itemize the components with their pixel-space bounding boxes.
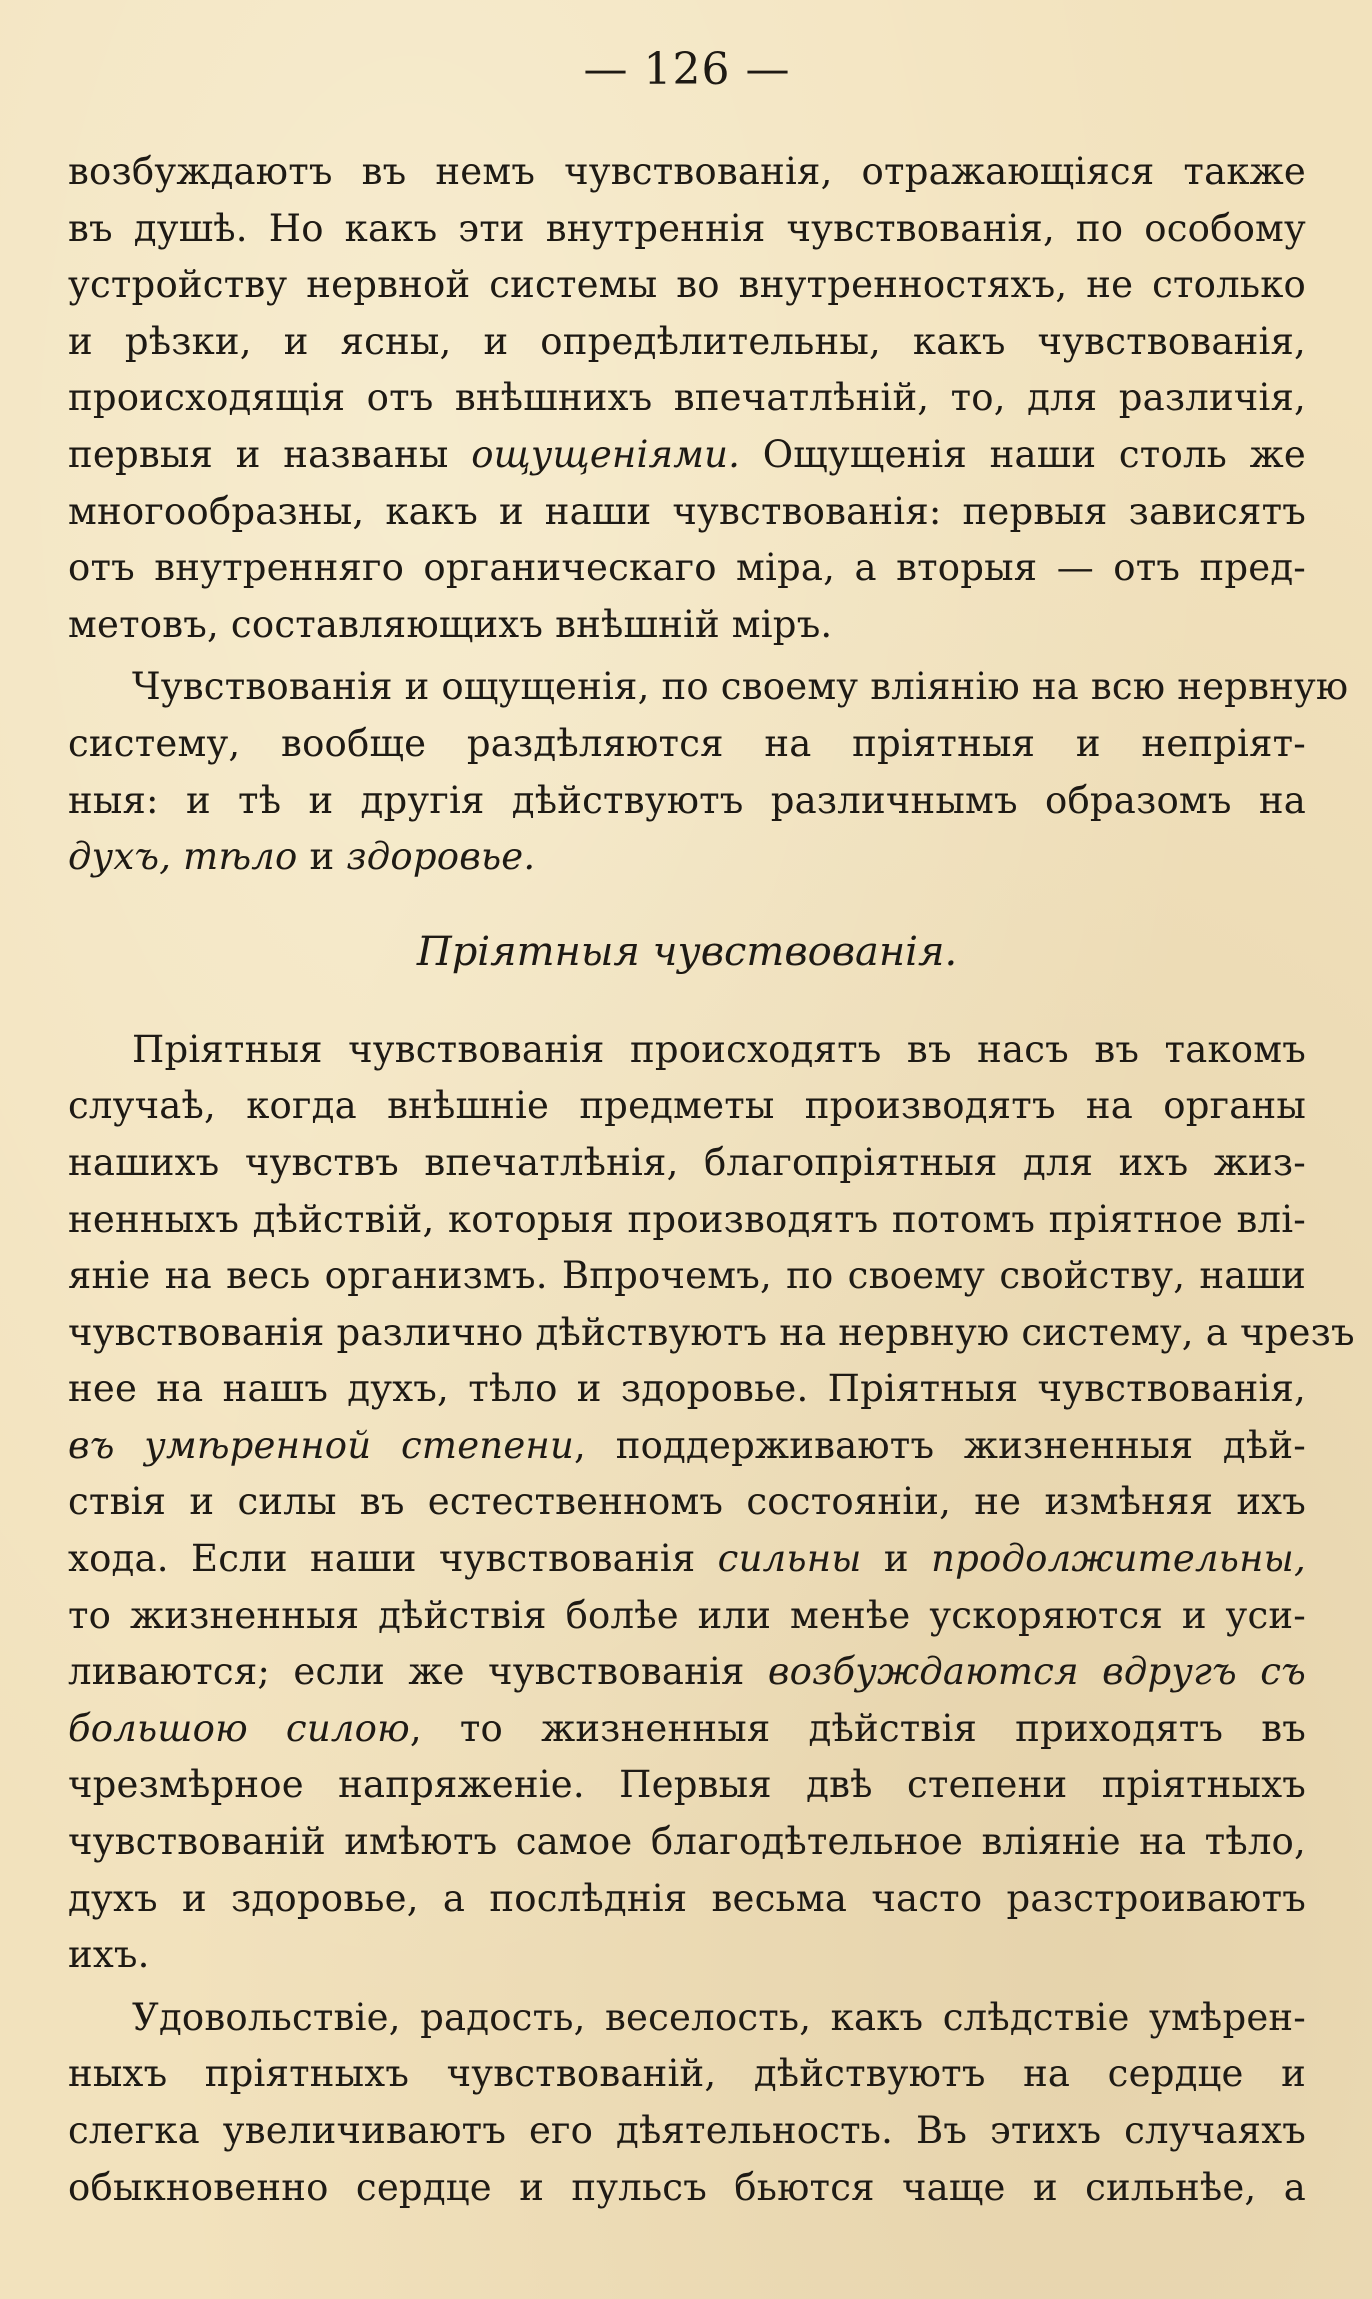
text-line: ныхъ пріятныхъ чувствованій, дѣйствуютъ на сердце и: [68, 2052, 1306, 2096]
text-line: отъ внутренняго органическаго міра, а вторыя — отъ пред-: [68, 546, 1306, 590]
text-line: происходящія отъ внѣшнихъ впечатлѣній, то, для различія,: [68, 376, 1306, 420]
italic-term: въ умѣренной степени: [68, 1423, 575, 1467]
paragraph-2: [68, 659, 1349, 885]
text-line: Удовольствіе, радость, веселость, какъ слѣдствіе умѣрен-: [132, 1995, 1306, 2039]
paragraph-1: [68, 144, 1306, 653]
italic-term: продолжительны,: [931, 1537, 1306, 1581]
text-run: Ощущенія наши столь же: [740, 432, 1306, 476]
text-line: то жизненныя дѣйствія болѣе или менѣе ускоряются и уси-: [68, 1593, 1306, 1637]
text-run: первыя и названы: [68, 432, 472, 476]
text-run: и: [297, 835, 347, 879]
text-line: яніе на весь организмъ. Впрочемъ, по своему свойству, наши: [68, 1254, 1306, 1298]
italic-term: здоровье.: [346, 835, 536, 879]
text-line: [68, 829, 1306, 886]
italic-term: духъ,: [68, 835, 172, 879]
text-line: [68, 1701, 1306, 1758]
text-line: [68, 1418, 1306, 1475]
text-line: [68, 427, 1306, 484]
text-line: слегка увеличиваютъ его дѣятельность. Въ этихъ случаяхъ: [68, 2109, 1306, 2152]
text-line: въ душѣ. Но какъ эти внутреннія чувствованія, по особому: [68, 206, 1306, 250]
text-line: возбуждаютъ въ немъ чувствованія, отражающіяся также: [68, 150, 1306, 193]
section-heading: Пріятныя чувствованія.: [416, 928, 958, 975]
italic-term: ощущеніями.: [471, 432, 741, 476]
text-line: чувствованія различно дѣйствуютъ на нервную систему, а чрезъ: [68, 1310, 1355, 1354]
italic-term: возбуждаются вдругъ съ: [767, 1650, 1306, 1694]
text-run: ливаются; если же чувствованія: [68, 1650, 768, 1694]
paragraph-4: [68, 1990, 1306, 2216]
text-line: Чувствованія и ощущенія, по своему вліянію на всю нервную: [132, 665, 1349, 709]
text-line: нее на нашъ духъ, тѣло и здоровье. Пріятныя чувствованія,: [68, 1367, 1306, 1411]
text-line: [68, 1531, 1306, 1588]
italic-term: большою силою: [68, 1706, 410, 1750]
text-line: ствія и силы въ естественномъ состояніи, не измѣняя ихъ: [68, 1480, 1306, 1524]
text-line: духъ и здоровье, а послѣднія весьма часто разстроиваютъ: [68, 1876, 1306, 1920]
text-run: хода. Если наши чувствованія: [68, 1537, 718, 1581]
paragraph-3: [68, 1022, 1355, 1984]
text-line: устройству нервной системы во внутренностяхъ, не столько: [68, 263, 1306, 307]
text-line: случаѣ, когда внѣшніе предметы производятъ на органы: [68, 1084, 1306, 1128]
text-line: Пріятныя чувствованія происходятъ въ насъ въ такомъ: [132, 1027, 1306, 1071]
text-line: метовъ, составляющихъ внѣшній міръ.: [68, 602, 833, 646]
book-page: [68, 40, 1355, 2216]
text-line: ненныхъ дѣйствій, которыя производятъ потомъ пріятное влі-: [68, 1197, 1306, 1241]
italic-term: тѣло: [183, 835, 298, 879]
text-run: и: [861, 1537, 932, 1581]
text-run: , поддерживаютъ жизненныя дѣй-: [574, 1423, 1306, 1467]
page-number: — 126 —: [583, 44, 791, 95]
text-line: [68, 1644, 1306, 1701]
text-line: многообразны, какъ и наши чувствованія: первыя зависятъ: [68, 489, 1306, 533]
text-run: , то жизненныя дѣйствія приходятъ въ: [409, 1706, 1306, 1750]
text-line: ныя: и тѣ и другія дѣйствуютъ различнымъ образомъ на: [68, 778, 1306, 822]
text-line: нашихъ чувствъ впечатлѣнія, благопріятныя для ихъ жиз-: [68, 1140, 1306, 1184]
text-line: и рѣзки, и ясны, и опредѣлительны, какъ чувствованія,: [68, 319, 1306, 363]
text-line: чрезмѣрное напряженіе. Первыя двѣ степени пріятныхъ: [68, 1763, 1306, 1807]
italic-term: сильны: [717, 1537, 862, 1581]
text-line: систему, вообще раздѣляются на пріятныя и непріят-: [68, 721, 1306, 765]
text-line: чувствованій имѣютъ самое благодѣтельное вліяніе на тѣло,: [68, 1820, 1306, 1864]
text-line: обыкновенно сердце и пульсъ бьются чаще и сильнѣе, а: [68, 2165, 1306, 2209]
text-line: ихъ.: [68, 1933, 150, 1977]
